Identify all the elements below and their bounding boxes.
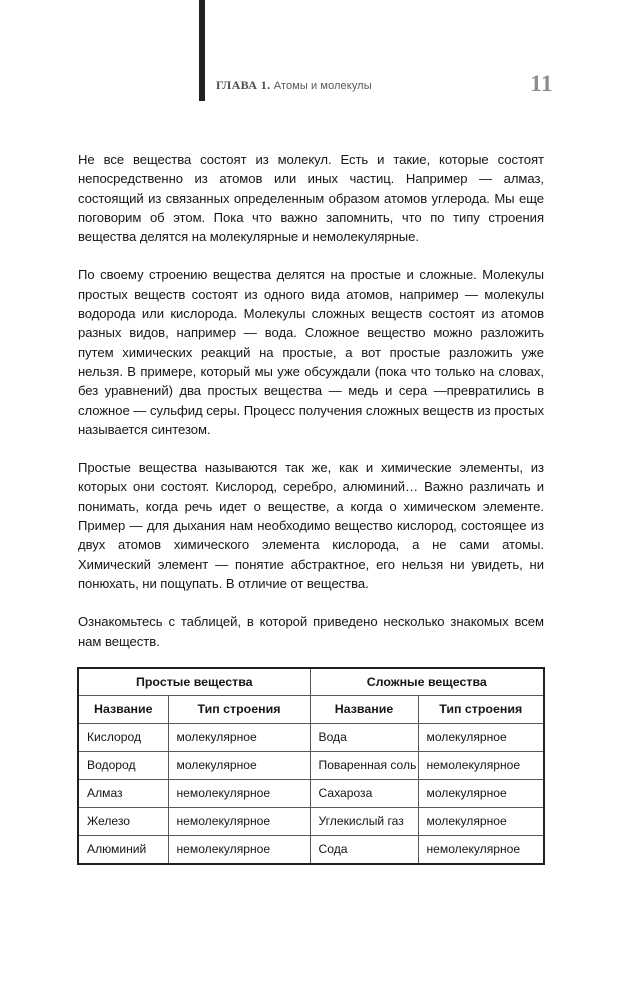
- cell-simple-structure: молекулярное: [168, 724, 310, 752]
- cell-complex-name: Вода: [310, 724, 418, 752]
- table-row: [78, 780, 544, 808]
- paragraph-4: Ознакомьтесь с таблицей, в которой приведено несколько знакомых всем нам веществ.: [78, 614, 544, 649]
- column-header-complex-structure: Тип строения: [418, 696, 544, 724]
- paragraph-1: Не все вещества состоят из молекул. Есть и такие, которые состоят непосредственно из атомов или иных частиц. Например — алмаз, состоящий из связанных определенным образом атомов углерода. Мы еще поговорим об этом. Пока что важно запомнить, что по типу строения вещества делятся на молекулярные и немолекулярные.: [78, 152, 544, 245]
- paragraph-2: По своему строению вещества делятся на простые и сложные. Молекулы простых веществ состоят из одного вида атомов, например — молекулы водорода или кислорода. Молекулы сложных веществ состоят из атомов разных видов, например — вода. Сложное вещество можно разложить путем химических реакций на простые, а вот простые разложить уже нельзя. В примере, который мы уже обсуждали (пока что только на словах, без уравнений) два простых вещества — медь и сера —превратились в сложное — сульфид серы. Процесс получения сложных веществ из простых называется синтезом.: [78, 267, 544, 437]
- substances-table: [77, 667, 545, 865]
- cell-simple-structure: молекулярное: [168, 752, 310, 780]
- table-row: [78, 724, 544, 752]
- running-head-rule: [199, 0, 205, 101]
- cell-complex-name: Сахароза: [310, 780, 418, 808]
- body-content: [78, 150, 544, 651]
- table-column-header-row: [78, 696, 544, 724]
- running-head-text: [216, 79, 372, 93]
- chapter-label: ГЛАВА 1.: [216, 78, 271, 92]
- column-header-complex-name: Название: [310, 696, 418, 724]
- cell-complex-name: Углекислый газ: [310, 808, 418, 836]
- table-group-header-row: [78, 668, 544, 696]
- chapter-title: Атомы и молекулы: [273, 80, 372, 92]
- cell-simple-name: Алюминий: [78, 836, 168, 865]
- cell-complex-structure: немолекулярное: [418, 836, 544, 865]
- group-header-simple: Простые вещества: [78, 668, 310, 696]
- cell-complex-name: Поваренная соль: [310, 752, 418, 780]
- column-header-simple-name: Название: [78, 696, 168, 724]
- cell-complex-structure: молекулярное: [418, 808, 544, 836]
- cell-complex-structure: молекулярное: [418, 724, 544, 752]
- table-row: [78, 808, 544, 836]
- cell-simple-structure: немолекулярное: [168, 780, 310, 808]
- cell-simple-structure: немолекулярное: [168, 808, 310, 836]
- page-number: 11: [530, 71, 553, 96]
- cell-complex-structure: немолекулярное: [418, 752, 544, 780]
- substances-table-container: [77, 667, 543, 865]
- cell-simple-name: Кислород: [78, 724, 168, 752]
- cell-simple-structure: немолекулярное: [168, 836, 310, 865]
- running-head: [0, 0, 619, 110]
- cell-simple-name: Водород: [78, 752, 168, 780]
- table-row: [78, 836, 544, 865]
- column-header-simple-structure: Тип строения: [168, 696, 310, 724]
- cell-complex-name: Сода: [310, 836, 418, 865]
- cell-simple-name: Железо: [78, 808, 168, 836]
- cell-simple-name: Алмаз: [78, 780, 168, 808]
- cell-complex-structure: молекулярное: [418, 780, 544, 808]
- table-row: [78, 752, 544, 780]
- group-header-complex: Сложные вещества: [310, 668, 544, 696]
- paragraph-3: Простые вещества называются так же, как и химические элементы, из которых они состоят. Кислород, серебро, алюминий… Важно различать и понимать, когда речь идет о веществе, а когда о химическом элементе. Пример — для дыхания нам необходимо вещество кислород, состоящее из двух атомов химического элемента кислорода, а не сами атомы. Химический элемент — понятие абстрактное, его нельзя ни увидеть, ни понюхать, ни пощупать. В отличие от вещества.: [78, 460, 544, 591]
